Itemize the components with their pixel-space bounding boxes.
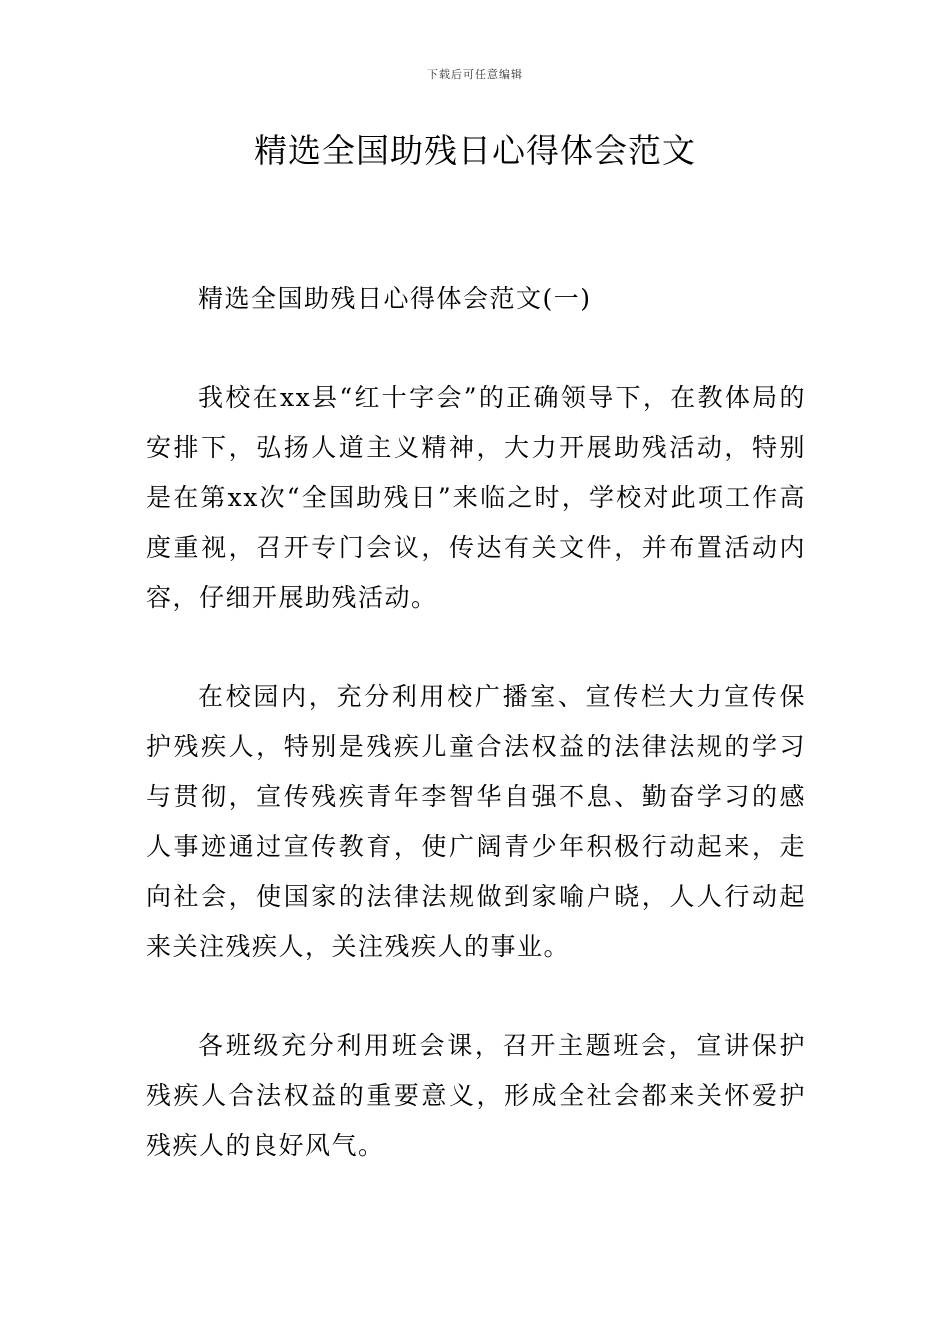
- paragraph-3: 各班级充分利用班会课，召开主题班会，宣讲保护残疾人合法权益的重要意义，形成全社会都来关怀爱护残疾人的良好风气。: [146, 1031, 806, 1160]
- paragraph-2: 在校园内，充分利用校广播室、宣传栏大力宣传保护残疾人，特别是残疾儿童合法权益的法律法规的学习与贯彻，宣传残疾青年李智华自强不息、勤奋学习的感人事迹通过宣传教育，使广阔青少年积极行动起来，走向社会，使国家的法律法规做到家喻户晓，人人行动起来关注残疾人，关注残疾人的事业。: [146, 682, 806, 961]
- paragraph-1: 我校在xx县“红十字会”的正确领导下，在教体局的安排下，弘扬人道主义精神，大力开展助残活动，特别是在第xx次“全国助残日”来临之时，学校对此项工作高度重视，召开专门会议，传达有关文件，并布置活动内容，仔细开展助残活动。: [146, 383, 806, 612]
- header-note: 下载后可任意编辑: [427, 68, 523, 81]
- section-heading: 精选全国助残日心得体会范文(一): [198, 284, 592, 313]
- document-title: 精选全国助残日心得体会范文: [254, 131, 696, 170]
- document-body: [146, 274, 806, 1220]
